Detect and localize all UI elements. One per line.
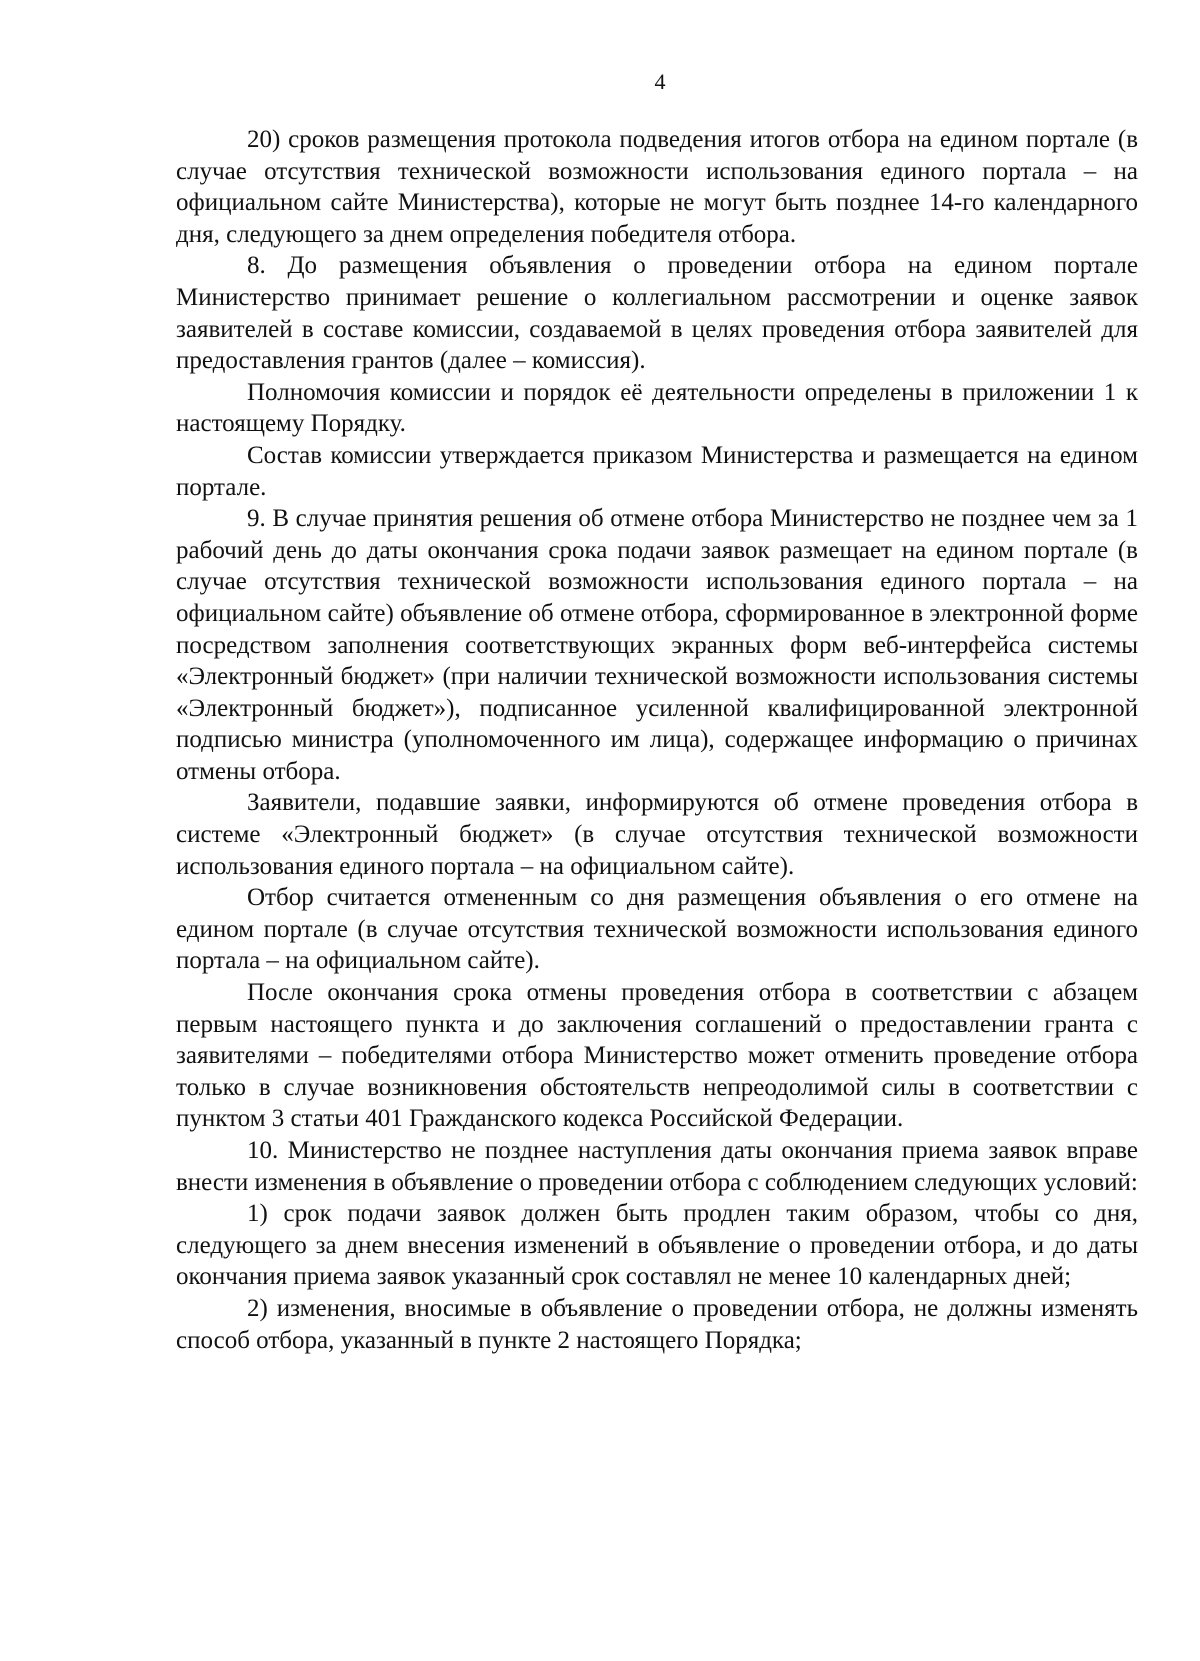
paragraph-8-commission-powers: Полномочия комиссии и порядок её деятельности определены в приложении 1 к настоящему Порядку. [176,378,1138,438]
paragraph-10: 10. Министерство не позднее наступления даты окончания приема заявок вправе внести изменения в объявление о проведении отбора с соблюдением следующих условий: [176,1137,1138,1196]
document-body [176,124,1138,1356]
paragraph-10-item-1: 1) срок подачи заявок должен быть продлен таким образом, чтобы со дня, следующего за днем внесения изменений в объявление о проведении отбора, и до даты окончания приема заявок указанный срок составлял не менее 10 календарных дней; [176,1200,1138,1291]
paragraph-9-cancellation-date: Отбор считается отмененным со дня размещения объявления о его отмене на едином портале (в случае отсутствия технической возможности использования единого портала – на официальном сайте). [176,884,1138,975]
paragraph-9-force-majeure: После окончания срока отмены проведения отбора в соответствии с абзацем первым настоящего пункта и до заключения соглашений о предоставлении гранта с заявителями – победителями отбора Министерство может отменить проведение отбора только в случае возникновения обстоятельств непреодолимой силы в соответствии с пунктом 3 статьи 401 Гражданского кодекса Российской Федерации. [176,979,1138,1133]
paragraph-9: 9. В случае принятия решения об отмене отбора Министерство не позднее чем за 1 рабочий день до даты окончания срока подачи заявок размещает на едином портале (в случае отсутствия технической возможности использования единого портала – на официальном сайте) объявление об отмене отбора, сформированное в электронной форме посредством заполнения соответствующих экранных форм веб-интерфейса системы «Электронный бюджет» (при наличии технической возможности использования системы «Электронный бюджет»), подписанное усиленной квалифицированной электронной подписью министра (уполномоченного им лица), содержащее информацию о причинах отмены отбора. [176,505,1138,785]
paragraph-20: 20) сроков размещения протокола подведения итогов отбора на едином портале (в случае отсутствия технической возможности использования единого портала – на официальном сайте Министерства), которые не могут быть позднее 14-го календарного дня, следующего за днем определения победителя отбора. [176,126,1138,248]
page-number: 4 [654,69,666,94]
paragraph-8: 8. До размещения объявления о проведении отбора на едином портале Министерство принимает решение о коллегиальном рассмотрении и оценке заявок заявителей в составе комиссии, создаваемой в целях проведения отбора заявителей для предоставления грантов (далее – комиссия). [176,252,1138,375]
paragraph-10-item-2: 2) изменения, вносимые в объявление о проведении отбора, не должны изменять способ отбора, указанный в пункте 2 настоящего Порядка; [176,1294,1138,1354]
paragraph-9-applicants-informed: Заявители, подавшие заявки, информируются об отмене проведения отбора в системе «Электронный бюджет» (в случае отсутствия технической возможности использования единого портала – на официальном сайте). [176,789,1138,880]
paragraph-8-commission-composition: Состав комиссии утверждается приказом Министерства и размещается на едином портале. [176,441,1138,501]
